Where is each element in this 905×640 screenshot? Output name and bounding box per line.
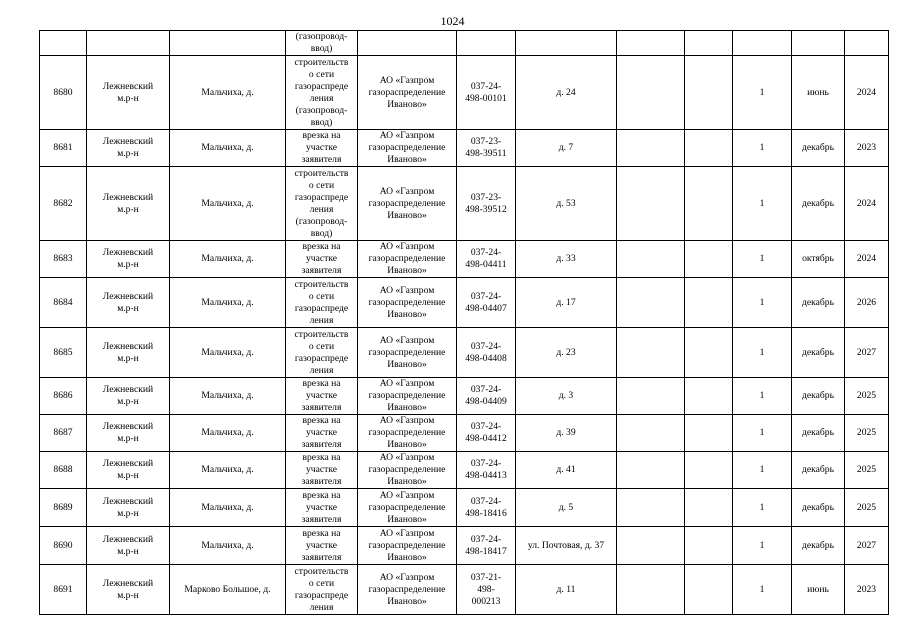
cell-empty-2 <box>685 489 733 527</box>
cell-year <box>845 56 889 130</box>
cell-empty-2 <box>685 415 733 452</box>
cell-district <box>87 378 170 415</box>
cell-month <box>792 527 845 565</box>
locality-text: Марково Большое, д. <box>184 583 271 595</box>
code-text: 037-24- 498-00101 <box>465 80 507 104</box>
cell-work-type <box>286 527 358 565</box>
cell-address <box>516 452 617 489</box>
cell-empty-1 <box>617 167 685 241</box>
month-text: декабрь <box>802 296 834 308</box>
work-type-text: строительств о сети газораспреде ления <box>294 328 349 376</box>
month-text: декабрь <box>802 427 834 438</box>
cell-work-type <box>286 378 358 415</box>
month-text: декабрь <box>802 197 834 209</box>
cell-address <box>516 167 617 241</box>
cell-month <box>792 452 845 489</box>
cell-empty-2 <box>685 527 733 565</box>
locality-text: Мальчиха, д. <box>201 539 254 551</box>
month-text: июнь <box>807 583 829 595</box>
table-row <box>40 328 889 378</box>
cell-org <box>358 130 457 167</box>
work-type-text: врезка на участке заявителя <box>301 378 342 413</box>
table-row <box>40 278 889 328</box>
cell-org <box>358 378 457 415</box>
table-row-continued <box>40 31 889 56</box>
num-text: 8684 <box>53 296 73 308</box>
cell-empty-1 <box>617 56 685 130</box>
cell-year <box>845 31 889 56</box>
cell-year <box>845 415 889 452</box>
cell-work-type <box>286 415 358 452</box>
org-text: АО «Газпром газораспределение Иваново» <box>368 489 446 525</box>
locality-text: Мальчиха, д. <box>201 197 254 209</box>
num-text: 8681 <box>53 142 73 153</box>
year-text: 2025 <box>856 464 877 475</box>
month-text: декабрь <box>802 346 834 358</box>
cell-address <box>516 130 617 167</box>
address-text: д. 3 <box>558 390 574 401</box>
work-type-text: врезка на участке заявителя <box>301 527 342 563</box>
code-text: 037-24- 498-04409 <box>465 384 507 407</box>
table-row <box>40 241 889 278</box>
cell-code <box>457 328 516 378</box>
code-text: 037-23- 498-39512 <box>465 191 507 215</box>
year-text: 2027 <box>856 346 877 358</box>
cell-district <box>87 565 170 615</box>
code-text: 037-23- 498-39511 <box>465 136 507 159</box>
cell-quantity <box>733 278 792 328</box>
cell-month <box>792 489 845 527</box>
quantity-text: 1 <box>759 296 765 308</box>
locality-text: Мальчиха, д. <box>201 346 254 358</box>
cell-org <box>358 278 457 328</box>
cell-month <box>792 565 845 615</box>
cell-locality <box>170 452 286 489</box>
cell-num <box>40 31 87 56</box>
district-text: Лежневский м.р-н <box>102 458 154 481</box>
address-text: д. 7 <box>558 142 574 153</box>
cell-locality <box>170 415 286 452</box>
district-text: Лежневский м.р-н <box>102 495 154 519</box>
cell-work-type <box>286 130 358 167</box>
cell-month <box>792 31 845 56</box>
cell-code <box>457 130 516 167</box>
address-text: д. 5 <box>558 501 574 513</box>
cell-org <box>358 56 457 130</box>
cell-num <box>40 56 87 130</box>
quantity-text: 1 <box>759 253 765 264</box>
cell-org <box>358 415 457 452</box>
cell-code <box>457 241 516 278</box>
district-text: Лежневский м.р-н <box>102 136 154 159</box>
cell-work-type <box>286 565 358 615</box>
year-text: 2025 <box>856 501 877 513</box>
cell-address <box>516 565 617 615</box>
cell-district <box>87 452 170 489</box>
cell-work-type <box>286 56 358 130</box>
address-text: д. 41 <box>556 464 576 475</box>
month-text: декабрь <box>802 539 834 551</box>
locality-text: Мальчиха, д. <box>201 464 254 475</box>
org-text: АО «Газпром газораспределение Иваново» <box>368 185 446 221</box>
cell-num <box>40 565 87 615</box>
cell-num <box>40 452 87 489</box>
address-text: ул. Почтовая, д. 37 <box>527 539 605 551</box>
district-text: Лежневский м.р-н <box>102 80 154 104</box>
cell-district <box>87 167 170 241</box>
cell-year <box>845 278 889 328</box>
cell-locality <box>170 565 286 615</box>
cell-month <box>792 130 845 167</box>
cell-code <box>457 278 516 328</box>
quantity-text: 1 <box>759 501 765 513</box>
work-type-text: врезка на участке заявителя <box>301 130 342 165</box>
cell-empty-2 <box>685 328 733 378</box>
cell-district <box>87 278 170 328</box>
quantity-text: 1 <box>759 86 765 98</box>
org-text: АО «Газпром газораспределение Иваново» <box>368 378 446 413</box>
year-text: 2024 <box>856 253 877 264</box>
table-row <box>40 378 889 415</box>
district-text: Лежневский м.р-н <box>102 384 154 407</box>
cell-quantity <box>733 328 792 378</box>
code-text: 037-24- 498-18416 <box>465 495 507 519</box>
locality-text: Мальчиха, д. <box>201 501 254 513</box>
cell-quantity <box>733 415 792 452</box>
cell-quantity <box>733 130 792 167</box>
quantity-text: 1 <box>759 142 765 153</box>
quantity-text: 1 <box>759 346 765 358</box>
cell-code <box>457 565 516 615</box>
cell-work-type <box>286 278 358 328</box>
cell-num <box>40 527 87 565</box>
cell-district <box>87 31 170 56</box>
num-text: 8689 <box>53 501 73 513</box>
locality-text: Мальчиха, д. <box>201 142 254 153</box>
cell-org <box>358 241 457 278</box>
quantity-text: 1 <box>759 427 765 438</box>
cell-org <box>358 489 457 527</box>
cell-address <box>516 378 617 415</box>
address-text: д. 17 <box>556 296 576 308</box>
page-number: 1024 <box>440 14 465 28</box>
cell-num <box>40 241 87 278</box>
cell-year <box>845 489 889 527</box>
work-type-text: (газопровод- ввод) <box>295 31 348 54</box>
cell-num <box>40 378 87 415</box>
cell-code <box>457 56 516 130</box>
work-type-text: врезка на участке заявителя <box>301 415 342 450</box>
cell-empty-1 <box>617 328 685 378</box>
work-type-text: строительств о сети газораспреде ления <box>294 565 349 613</box>
code-text: 037-24- 498-04412 <box>465 421 507 444</box>
cell-month <box>792 328 845 378</box>
cell-empty-1 <box>617 415 685 452</box>
cell-address <box>516 328 617 378</box>
cell-quantity <box>733 241 792 278</box>
cell-org <box>358 328 457 378</box>
num-text: 8682 <box>53 197 73 209</box>
cell-year <box>845 328 889 378</box>
cell-district <box>87 415 170 452</box>
cell-locality <box>170 241 286 278</box>
quantity-text: 1 <box>759 197 765 209</box>
cell-year <box>845 167 889 241</box>
address-text: д. 11 <box>556 583 576 595</box>
cell-work-type <box>286 328 358 378</box>
num-text: 8686 <box>53 390 73 401</box>
cell-locality <box>170 527 286 565</box>
cell-address <box>516 241 617 278</box>
cell-empty-1 <box>617 31 685 56</box>
district-text: Лежневский м.р-н <box>102 421 154 444</box>
address-text: д. 39 <box>556 427 576 438</box>
cell-num <box>40 130 87 167</box>
year-text: 2023 <box>856 583 877 595</box>
cell-empty-1 <box>617 378 685 415</box>
num-text: 8683 <box>53 253 73 264</box>
code-text: 037-24- 498-04408 <box>465 340 507 364</box>
cell-locality <box>170 31 286 56</box>
cell-year <box>845 378 889 415</box>
org-text: АО «Газпром газораспределение Иваново» <box>368 571 446 607</box>
table-row <box>40 452 889 489</box>
month-text: декабрь <box>802 390 834 401</box>
district-text: Лежневский м.р-н <box>102 533 154 557</box>
cell-year <box>845 527 889 565</box>
table-row <box>40 56 889 130</box>
cell-district <box>87 241 170 278</box>
cell-month <box>792 278 845 328</box>
table-row <box>40 167 889 241</box>
table-row <box>40 489 889 527</box>
cell-code <box>457 378 516 415</box>
work-type-text: строительств о сети газораспреде ления (газопровод- ввод) <box>294 56 349 128</box>
quantity-text: 1 <box>759 583 765 595</box>
district-text: Лежневский м.р-н <box>102 340 154 364</box>
cell-num <box>40 489 87 527</box>
cell-quantity <box>733 489 792 527</box>
table-row <box>40 415 889 452</box>
cell-empty-2 <box>685 452 733 489</box>
num-text: 8685 <box>53 346 73 358</box>
cell-org <box>358 565 457 615</box>
cell-district <box>87 130 170 167</box>
year-text: 2023 <box>856 142 877 153</box>
cell-year <box>845 565 889 615</box>
org-text: АО «Газпром газораспределение Иваново» <box>368 284 446 320</box>
address-text: д. 23 <box>556 346 576 358</box>
cell-locality <box>170 378 286 415</box>
cell-address <box>516 527 617 565</box>
num-text: 8680 <box>53 86 73 98</box>
table-row <box>40 565 889 615</box>
cell-empty-2 <box>685 167 733 241</box>
cell-empty-1 <box>617 130 685 167</box>
district-text: Лежневский м.р-н <box>102 191 154 215</box>
org-text: АО «Газпром газораспределение Иваново» <box>368 334 446 370</box>
cell-locality <box>170 328 286 378</box>
code-text: 037-24- 498-18417 <box>465 533 507 557</box>
cell-empty-1 <box>617 527 685 565</box>
cell-quantity <box>733 56 792 130</box>
cell-work-type <box>286 241 358 278</box>
cell-empty-2 <box>685 565 733 615</box>
org-text: АО «Газпром газораспределение Иваново» <box>368 415 446 450</box>
num-text: 8688 <box>53 464 73 475</box>
month-text: декабрь <box>802 142 834 153</box>
month-text: октябрь <box>802 253 834 264</box>
work-type-text: строительств о сети газораспреде ления <box>294 278 349 326</box>
code-text: 037-24- 498-04411 <box>465 247 507 270</box>
code-text: 037-21- 498- 000213 <box>470 571 502 607</box>
cell-empty-2 <box>685 130 733 167</box>
cell-month <box>792 56 845 130</box>
locality-text: Мальчиха, д. <box>201 390 254 401</box>
org-text: АО «Газпром газораспределение Иваново» <box>368 452 446 487</box>
cell-empty-3 <box>733 31 792 56</box>
work-type-text: врезка на участке заявителя <box>301 241 342 276</box>
address-text: д. 53 <box>556 197 576 209</box>
cell-num <box>40 328 87 378</box>
org-text: АО «Газпром газораспределение Иваново» <box>368 130 446 165</box>
cell-district <box>87 489 170 527</box>
org-text: АО «Газпром газораспределение Иваново» <box>368 74 446 110</box>
quantity-text: 1 <box>759 539 765 551</box>
cell-work-type <box>286 31 358 56</box>
cell-num <box>40 278 87 328</box>
cell-num <box>40 167 87 241</box>
cell-empty-2 <box>685 31 733 56</box>
cell-code <box>457 489 516 527</box>
cell-org <box>358 527 457 565</box>
cell-empty-2 <box>685 378 733 415</box>
cell-code <box>457 167 516 241</box>
cell-quantity <box>733 452 792 489</box>
cell-year <box>845 452 889 489</box>
cell-empty-1 <box>617 241 685 278</box>
num-text: 8691 <box>53 583 73 595</box>
cell-quantity <box>733 167 792 241</box>
num-text: 8687 <box>53 427 73 438</box>
work-type-text: врезка на участке заявителя <box>301 452 342 487</box>
year-text: 2025 <box>856 390 877 401</box>
cell-month <box>792 378 845 415</box>
code-text: 037-24- 498-04407 <box>465 290 507 314</box>
quantity-text: 1 <box>759 390 765 401</box>
cell-num <box>40 415 87 452</box>
cell-quantity <box>733 565 792 615</box>
year-text: 2027 <box>856 539 877 551</box>
month-text: декабрь <box>802 501 834 513</box>
locality-text: Мальчиха, д. <box>201 86 254 98</box>
org-text: АО «Газпром газораспределение Иваново» <box>368 527 446 563</box>
cell-locality <box>170 130 286 167</box>
cell-address <box>516 278 617 328</box>
cell-code <box>457 527 516 565</box>
cell-quantity <box>733 527 792 565</box>
cell-month <box>792 241 845 278</box>
month-text: июнь <box>807 86 829 98</box>
locality-text: Мальчиха, д. <box>201 253 254 264</box>
work-type-text: строительств о сети газораспреде ления (газопровод- ввод) <box>294 167 349 239</box>
cell-quantity <box>733 378 792 415</box>
gasification-table <box>39 30 889 615</box>
cell-month <box>792 415 845 452</box>
cell-empty-2 <box>685 278 733 328</box>
cell-year <box>845 241 889 278</box>
month-text: декабрь <box>802 464 834 475</box>
table-row <box>40 527 889 565</box>
year-text: 2024 <box>856 197 877 209</box>
cell-year <box>845 130 889 167</box>
cell-work-type <box>286 167 358 241</box>
cell-org <box>358 452 457 489</box>
district-text: Лежневский м.р-н <box>102 247 154 270</box>
cell-org <box>358 167 457 241</box>
cell-work-type <box>286 452 358 489</box>
cell-locality <box>170 489 286 527</box>
cell-empty-2 <box>685 241 733 278</box>
cell-empty-1 <box>617 278 685 328</box>
cell-locality <box>170 167 286 241</box>
cell-code <box>457 415 516 452</box>
cell-address <box>516 415 617 452</box>
year-text: 2026 <box>856 296 877 308</box>
num-text: 8690 <box>53 539 73 551</box>
year-text: 2025 <box>856 427 877 438</box>
cell-code <box>457 452 516 489</box>
cell-month <box>792 167 845 241</box>
cell-org <box>358 31 457 56</box>
cell-district <box>87 527 170 565</box>
table-row <box>40 130 889 167</box>
district-text: Лежневский м.р-н <box>102 290 154 314</box>
cell-code <box>457 31 516 56</box>
org-text: АО «Газпром газораспределение Иваново» <box>368 241 446 276</box>
cell-work-type <box>286 489 358 527</box>
cell-address <box>516 31 617 56</box>
cell-district <box>87 56 170 130</box>
address-text: д. 24 <box>556 86 576 98</box>
code-text: 037-24- 498-04413 <box>465 458 507 481</box>
district-text: Лежневский м.р-н <box>102 577 154 601</box>
quantity-text: 1 <box>759 464 765 475</box>
cell-district <box>87 328 170 378</box>
cell-empty-1 <box>617 452 685 489</box>
address-text: д. 33 <box>556 253 576 264</box>
cell-empty-2 <box>685 56 733 130</box>
cell-empty-1 <box>617 565 685 615</box>
cell-address <box>516 56 617 130</box>
cell-address <box>516 489 617 527</box>
work-type-text: врезка на участке заявителя <box>301 489 342 525</box>
year-text: 2024 <box>856 86 877 98</box>
cell-empty-1 <box>617 489 685 527</box>
locality-text: Мальчиха, д. <box>201 296 254 308</box>
cell-locality <box>170 56 286 130</box>
locality-text: Мальчиха, д. <box>201 427 254 438</box>
cell-locality <box>170 278 286 328</box>
